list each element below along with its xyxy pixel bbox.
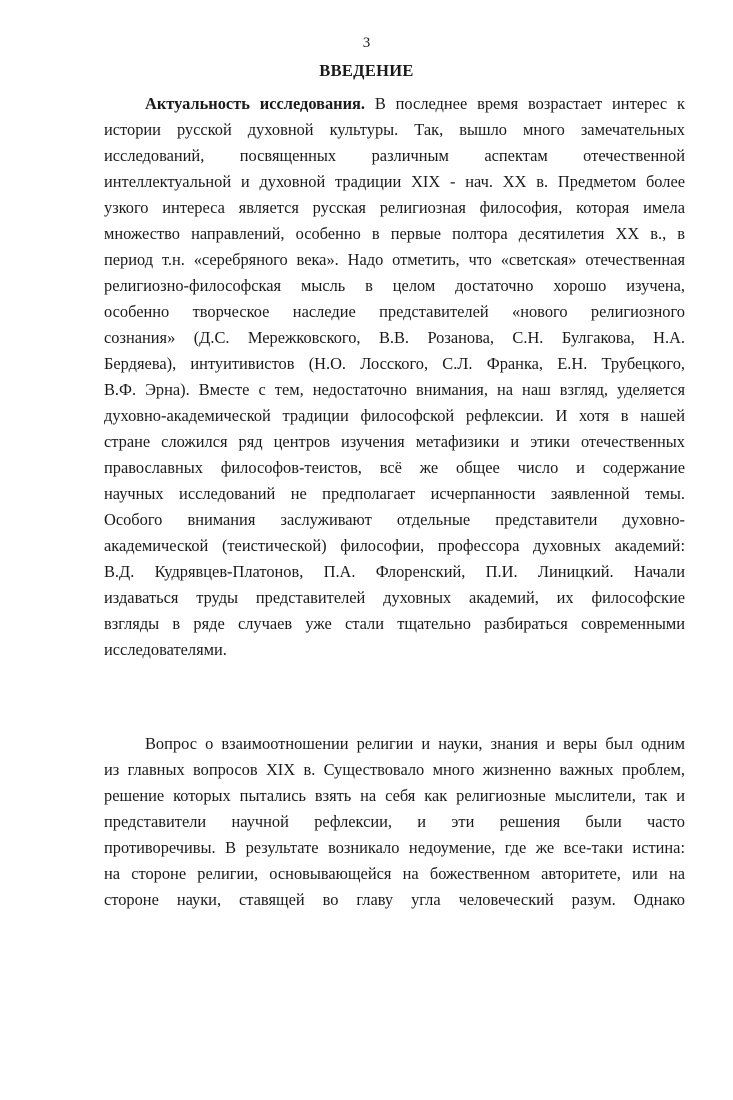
paragraph-line: узкого интереса является русская религиозная философия, которая имела (104, 198, 685, 217)
paragraph-line: стороне науки, ставящей во главу угла человеческий разум. Однако (104, 890, 685, 909)
lead-continuation: В последнее время возрастает интерес к (365, 94, 685, 113)
paragraph-line: сознания» (Д.С. Мережковского, В.В. Розанова, С.Н. Булгакова, Н.А. (104, 328, 685, 347)
paragraph-line: представители научной рефлексии, и эти решения были часто (104, 812, 685, 831)
section-heading: ВВЕДЕНИЕ (319, 61, 414, 80)
paragraph-line (104, 91, 685, 117)
paragraph-line: стране сложился ряд центров изучения метафизики и этики отечественных (104, 432, 685, 451)
paragraph-line: религиозно-философская мысль в целом достаточно хорошо изучена, (104, 276, 685, 295)
paragraph-line: Вопрос о взаимоотношении религии и науки, знания и веры был одним (145, 734, 685, 753)
paragraph-line: исследований, посвященных различным аспектам отечественной (104, 146, 685, 165)
paragraph-line: из главных вопросов XIX в. Существовало много жизненно важных проблем, (104, 760, 685, 779)
page-number: 3 (362, 35, 371, 51)
paragraph-line: православных философов-теистов, всё же общее число и содержание (104, 458, 685, 477)
paragraph-line: на стороне религии, основывающейся на божественном авторитете, или на (104, 864, 685, 883)
paragraph-line: В.Д. Кудрявцев-Платонов, П.А. Флоренский, П.И. Линицкий. Начали (104, 562, 685, 581)
paragraph-line: множество направлений, особенно в первые полтора десятилетия XX в., в (104, 224, 685, 243)
paragraph-line: противоречивы. В результате возникало недоумение, где же все-таки истина: (104, 838, 685, 857)
paragraph-line: издаваться труды представителей духовных академий, их философские (104, 588, 685, 607)
lead-phrase: Актуальность исследования. (145, 94, 366, 113)
paragraph-line: В.Ф. Эрна). Вместе с тем, недостаточно внимания, на наш взгляд, уделяется (104, 380, 685, 399)
paragraph-line: период т.н. «серебряного века». Надо отметить, что «светская» отечественная (104, 250, 685, 269)
paragraph-relevance (104, 91, 685, 663)
paragraph-line: Особого внимания заслуживают отдельные представители духовно- (104, 510, 685, 529)
paragraph-line: интеллектуальной и духовной традиции XIX - нач. XX в. Предметом более (104, 172, 685, 191)
paragraph-line: особенно творческое наследие представителей «нового религиозного (104, 302, 685, 321)
paragraph-line: истории русской духовной культуры. Так, вышло много замечательных (104, 120, 685, 139)
paragraph-religion-science (104, 731, 685, 913)
paragraph-line: научных исследований не предполагает исчерпанности заявленной темы. (104, 484, 685, 503)
paragraph-line: Бердяева), интуитивистов (Н.О. Лосского, С.Л. Франка, Е.Н. Трубецкого, (104, 354, 685, 373)
paragraph-line: взгляды в ряде случаев уже стали тщательно разбираться современными (104, 614, 685, 633)
paragraph-line: духовно-академической традиции философской рефлексии. И хотя в нашей (104, 406, 685, 425)
paragraph-line: решение которых пытались взять на себя как религиозные мыслители, так и (104, 786, 685, 805)
paragraph-line: исследователями. (104, 640, 227, 659)
paragraph-line: академической (теистической) философии, профессора духовных академий: (104, 536, 685, 555)
